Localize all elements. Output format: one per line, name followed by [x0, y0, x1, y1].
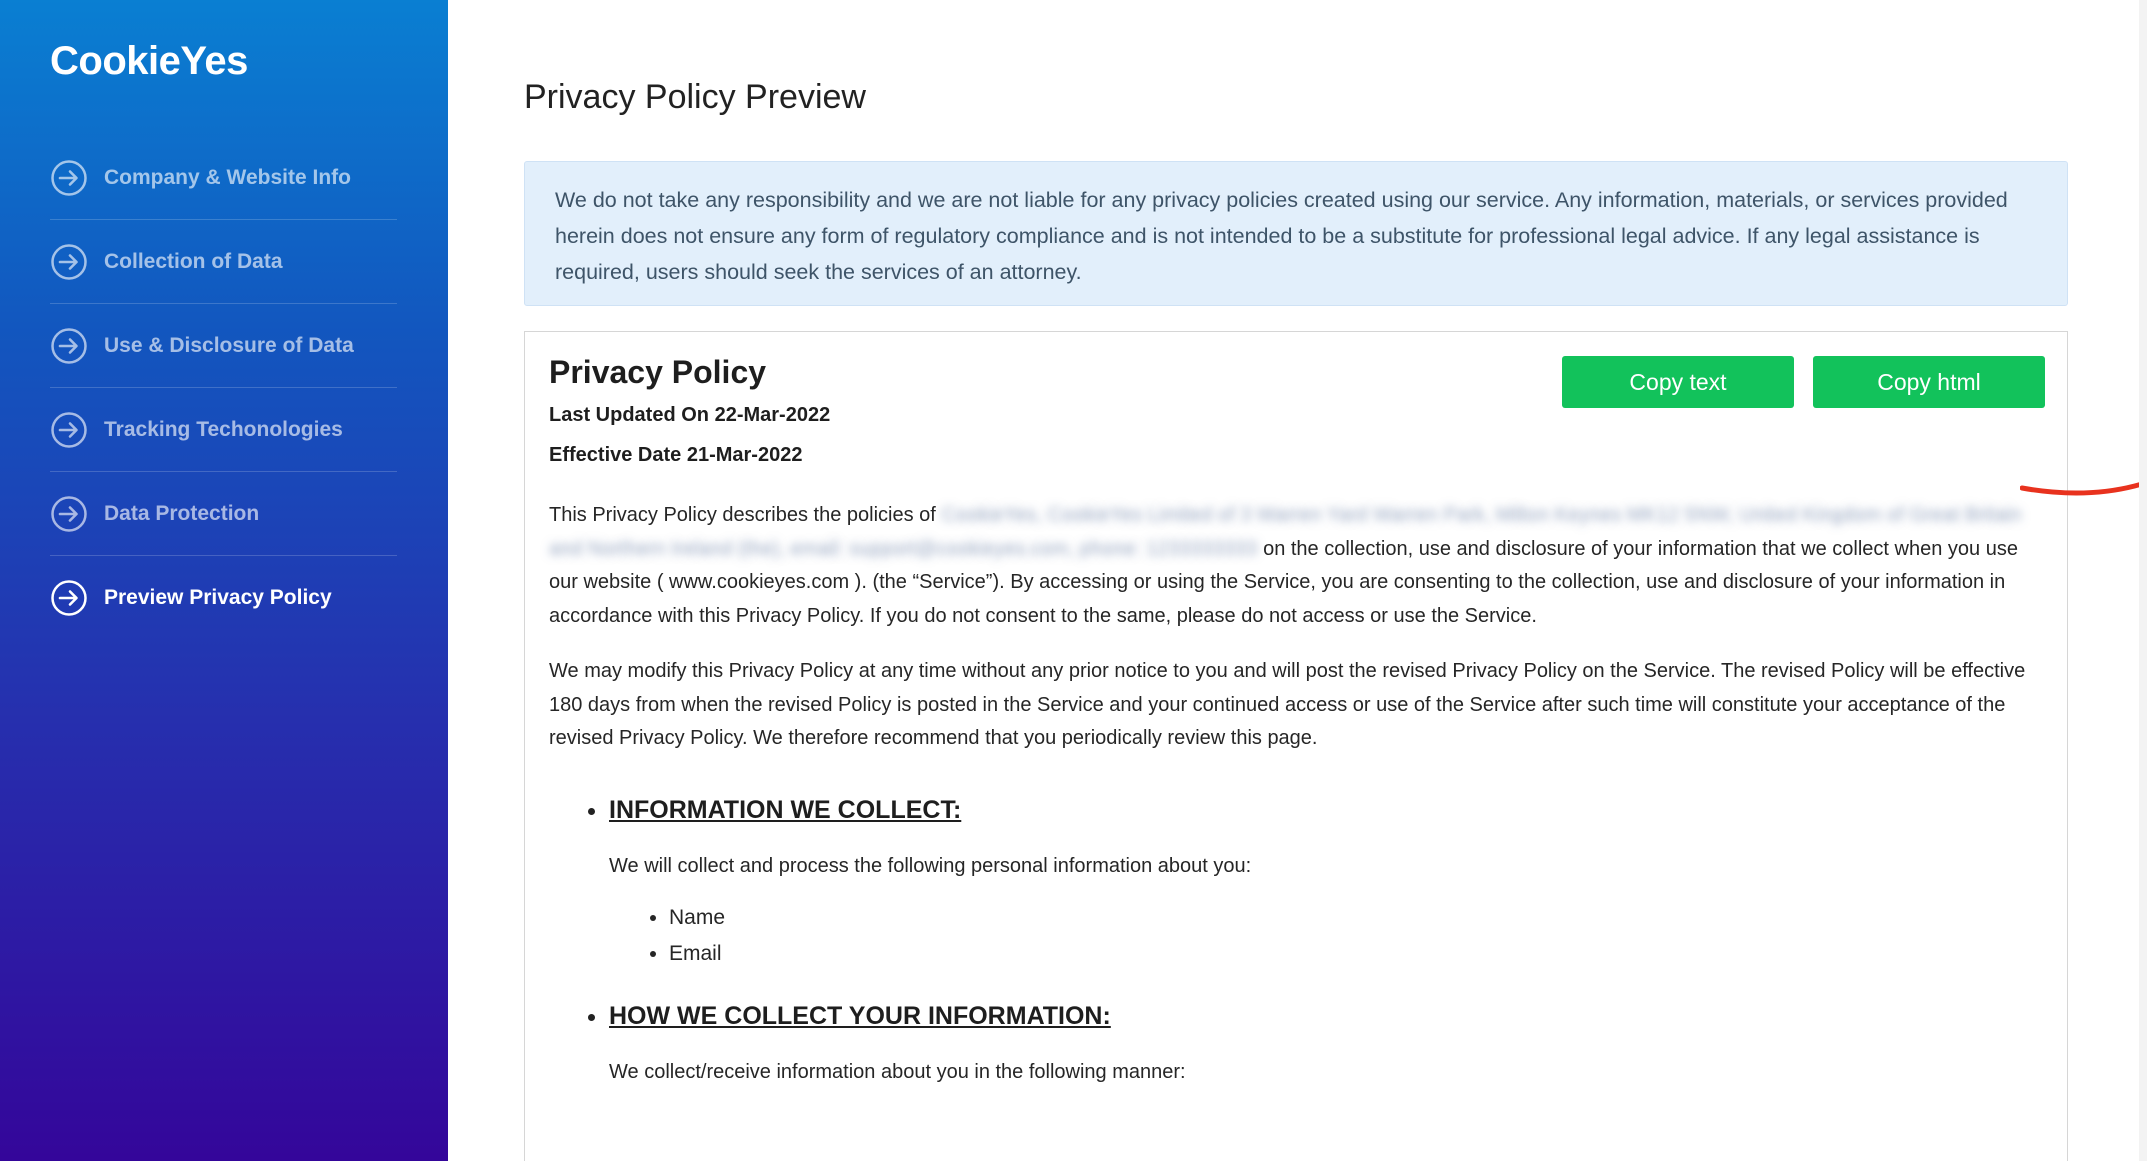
- sidebar-item-label: Data Protection: [104, 501, 260, 525]
- sidebar: [0, 0, 448, 1161]
- section-title: INFORMATION WE COLLECT:: [609, 795, 962, 824]
- sidebar-item-label: Company & Website Info: [104, 165, 351, 189]
- policy-preview-panel: [524, 331, 2068, 1161]
- sidebar-item-preview-privacy-policy[interactable]: [50, 556, 397, 640]
- effective-date: Effective Date 21-Mar-2022: [549, 444, 803, 466]
- list-item: • Name: [669, 900, 2043, 936]
- sidebar-item-label: Preview Privacy Policy: [104, 586, 332, 609]
- policy-heading: Privacy Policy: [549, 354, 767, 390]
- last-updated-date: Last Updated On 22-Mar-2022: [549, 404, 831, 426]
- sidebar-item-use-disclosure-of-data[interactable]: [50, 304, 397, 388]
- section-description: We will collect and process the following personal information about you:: [609, 854, 1252, 877]
- sidebar-item-label: Tracking Techonologies: [104, 417, 343, 441]
- policy-section: [609, 1002, 2043, 1084]
- sidebar-item-tracking-technologies[interactable]: [50, 388, 397, 472]
- page-title: Privacy Policy Preview: [524, 78, 866, 116]
- copy-html-button[interactable]: Copy html: [1813, 356, 2045, 408]
- section-title: HOW WE COLLECT YOUR INFORMATION:: [609, 1001, 1111, 1030]
- cookieyes-logo: CookieYes: [50, 39, 248, 83]
- policy-sections-list: [549, 796, 2043, 1084]
- disclaimer-notice: We do not take any responsibility and we are not liable for any privacy policies created using our service. Any information, materials, or services provided herein does not ensure any form of regulatory compliance and is not intended to be a substitute for professional legal advice. If any legal assistance is required, users should seek the services of an attorney.: [524, 161, 2068, 306]
- arrow-circle-right-icon: [50, 411, 88, 449]
- policy-section: [609, 796, 2043, 972]
- arrow-circle-right-icon: [50, 495, 88, 533]
- sidebar-item-data-protection[interactable]: [50, 472, 397, 556]
- sidebar-item-collection-of-data[interactable]: [50, 220, 397, 304]
- arrow-circle-right-icon: [50, 579, 88, 617]
- collected-info-list: [609, 900, 2043, 972]
- section-description: We collect/receive information about you in the following manner:: [609, 1060, 1186, 1083]
- arrow-circle-right-icon: [50, 243, 88, 281]
- main-content: [448, 0, 2147, 1161]
- policy-modification-paragraph: We may modify this Privacy Policy at any time without any prior notice to you and will post the revised Privacy Policy on the Service. The revised Policy will be effective 180 days from when the revised Policy is posted in the Service and your continued access or use of the Service after such time will constitute your acceptance of the revised Privacy Policy. We therefore recommend that you periodically review this page.: [549, 660, 2026, 749]
- sidebar-item-company-website-info[interactable]: [50, 136, 397, 220]
- redacted-company-details: CookieYes, CookieYes Limited of 3 Warren Yard Warren Park, Milton Keynes MK12 5NW, United Kingdom of Great Britain and Northern Ireland (the), email: support@cookieyes.com, phone: 1233333333: [549, 504, 2022, 560]
- policy-intro-paragraph: [549, 499, 2049, 633]
- list-item: • Email: [669, 936, 2043, 972]
- scrollbar-track[interactable]: [2139, 0, 2147, 1161]
- arrow-circle-right-icon: [50, 327, 88, 365]
- intro-text-end: on the collection, use and disclosure of your information that we collect when you use our website ( www.cookieyes.com ). (the “Service”). By accessing or using the Service, you are consenting to the collection, use and disclosure of your information in accordance with this Privacy Policy. If you do not consent to the same, please do not access or use the Service.: [549, 537, 2018, 627]
- sidebar-item-label: Collection of Data: [104, 249, 283, 273]
- sidebar-nav: [50, 136, 398, 640]
- intro-text-start: This Privacy Policy describes the policies of: [549, 504, 942, 526]
- sidebar-item-label: Use & Disclosure of Data: [104, 333, 354, 357]
- copy-text-button[interactable]: Copy text: [1562, 356, 1794, 408]
- arrow-circle-right-icon: [50, 159, 88, 197]
